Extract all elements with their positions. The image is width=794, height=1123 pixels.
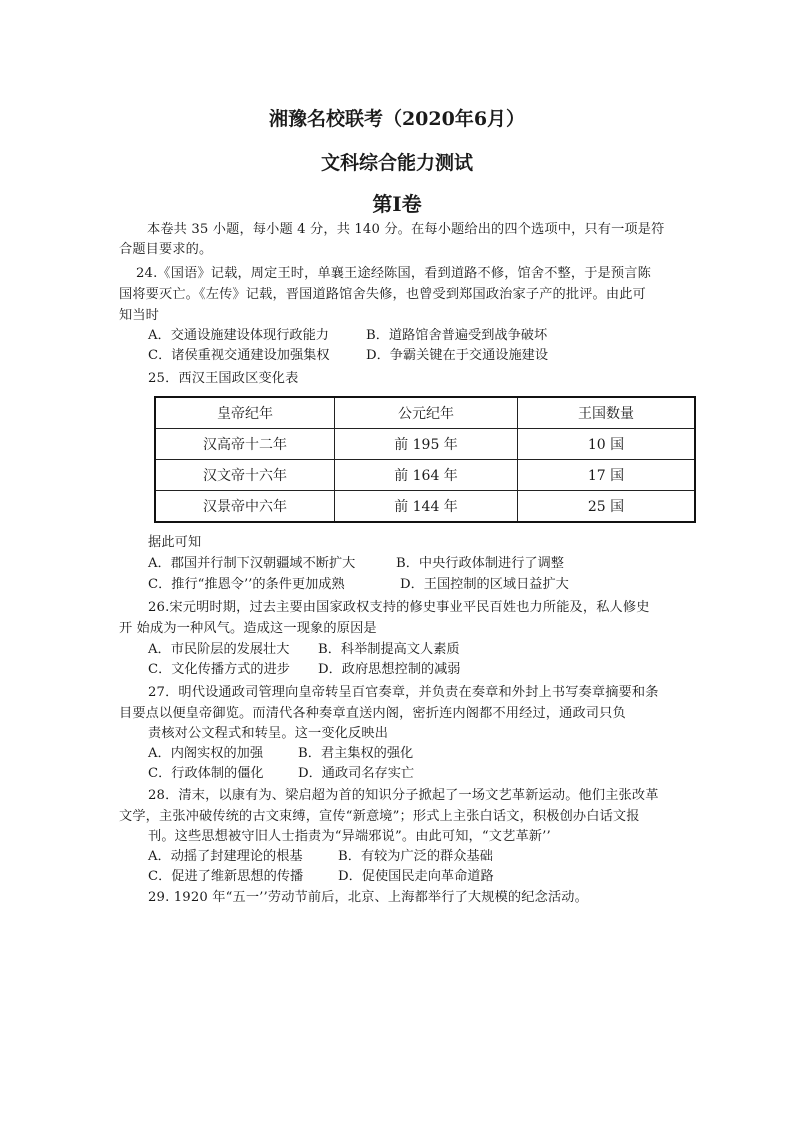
table-header-cell: 皇帝纪年: [155, 397, 335, 429]
q27-stem-line-3: 责核对公文程式和转呈。这一变化反映出: [148, 726, 389, 741]
q25-option-c[interactable]: C．推行“推恩令’’的条件更加成熟: [148, 577, 345, 592]
q24-options-row-2: [148, 346, 548, 366]
table-header-cell: 公元纪年: [335, 397, 518, 429]
q26-options-row-2: [148, 660, 460, 680]
q25-options-row-2: [148, 575, 569, 595]
table-cell: 前 164 年: [335, 460, 518, 491]
table-cell: 汉高帝十二年: [155, 429, 335, 460]
exam-title: 湘豫名校联考（2020年6月）: [268, 108, 526, 130]
q28-options-row-1: [148, 847, 493, 867]
q26-stem-line-2: 开 始成为一种风气。造成这一现象的原因是: [119, 621, 377, 636]
q27-option-d[interactable]: D．通政司名存实亡: [298, 766, 415, 781]
q24-option-b[interactable]: B．道路馆舍普遍受到战争破坏: [366, 328, 548, 343]
table-row: [155, 460, 695, 491]
section-title: 第Ⅰ卷: [372, 192, 422, 216]
table-header-row: [155, 397, 695, 429]
q27-option-b[interactable]: B．君主集权的强化: [298, 746, 414, 761]
table-row: [155, 429, 695, 460]
q25-after: 据此可知: [148, 535, 202, 550]
table-cell: 10 国: [518, 429, 696, 460]
table-header-cell: 王国数量: [518, 397, 696, 429]
q29-stem: 29. 1920 年“五一’’劳动节前后，北京、上海都举行了大规模的纪念活动。: [148, 890, 588, 905]
q26-options-row-1: [148, 640, 460, 660]
table-cell: 前 195 年: [335, 429, 518, 460]
q24-option-c[interactable]: C．诸侯重视交通建设加强集权: [148, 348, 330, 363]
q27-stem-line-1: 27．明代设通政司管理向皇帝转呈百官奏章，并负责在奏章和外封上书写奏章摘要和条: [148, 685, 659, 700]
q25-option-d[interactable]: D．王国控制的区域日益扩大: [400, 577, 569, 592]
q27-stem-line-2: 目要点以便皇帝御览。而清代各种奏章直送内阁，密折连内阁都不用经过，通政司只负: [119, 706, 626, 721]
q28-options-row-2: [148, 867, 494, 887]
q28-stem-line-2: 文学，主张冲破传统的古文束缚，宣传“新意境”；形式上主张白话文，积极创办白话文报: [119, 809, 640, 824]
q25-options-row-1: [148, 554, 564, 574]
q26-stem-line-1: 26.宋元明时期，过去主要由国家政权支持的修史事业平民百姓也力所能及，私人修史: [148, 600, 650, 615]
table-cell: 汉景帝中六年: [155, 491, 335, 523]
q28-option-c[interactable]: C．促进了维新思想的传播: [148, 869, 304, 884]
q26-option-b[interactable]: B．科举制提高文人素质: [318, 642, 460, 657]
q24-stem-line-1: 24.《国语》记载，周定王时，单襄王途经陈国，看到道路不修，馆舍不整，于是预言陈: [136, 266, 651, 281]
q24-stem-line-3: 知当时: [119, 308, 160, 323]
table-row: [155, 491, 695, 523]
table-cell: 25 国: [518, 491, 696, 523]
instructions-line-1: 本卷共 35 小题，每小题 4 分，共 140 分。在每小题给出的四个选项中，只有一项是符: [147, 222, 665, 237]
q28-stem-line-1: 28．清末，以康有为、梁启超为首的知识分子掀起了一场文艺革新运动。他们主张改革: [148, 788, 659, 803]
q28-stem-line-3: 刊。这些思想被守旧人士指责为“异端邪说”。由此可知，“文艺革新’’: [148, 829, 551, 844]
q24-stem-line-2: 国将要灭亡。《左传》记载，晋国道路馆舍失修，也曾受到郑国政治家子产的批评。由此可: [119, 287, 646, 302]
q25-stem: 25．西汉王国政区变化表: [148, 371, 299, 386]
table-cell: 前 144 年: [335, 491, 518, 523]
q24-option-d[interactable]: D．争霸关键在于交通设施建设: [366, 348, 549, 363]
q27-option-c[interactable]: C．行政体制的僵化: [148, 766, 264, 781]
instructions-line-2: 合题目要求的。: [119, 242, 213, 257]
exam-subtitle: 文科综合能力测试: [320, 152, 473, 174]
table-cell: 汉文帝十六年: [155, 460, 335, 491]
q27-options-row-1: [148, 744, 413, 764]
q28-option-b[interactable]: B．有较为广泛的群众基础: [338, 849, 493, 864]
q26-option-a[interactable]: A．市民阶层的发展壮大: [148, 642, 290, 657]
table-cell: 17 国: [518, 460, 696, 491]
q25-option-a[interactable]: A．郡国并行制下汉朝疆域不断扩大: [148, 556, 356, 571]
q28-option-a[interactable]: A．动摇了封建理论的根基: [148, 849, 303, 864]
q26-option-d[interactable]: D．政府思想控制的减弱: [318, 662, 461, 677]
q28-option-d[interactable]: D．促使国民走向革命道路: [338, 869, 494, 884]
q26-option-c[interactable]: C．文化传播方式的进步: [148, 662, 290, 677]
q24-options-row-1: [148, 326, 547, 346]
kingdom-change-table: [154, 396, 696, 523]
q27-option-a[interactable]: A．内阁实权的加强: [148, 746, 264, 761]
q25-option-b[interactable]: B．中央行政体制进行了调整: [396, 556, 564, 571]
q27-options-row-2: [148, 764, 414, 784]
q24-option-a[interactable]: A．交通设施建设体现行政能力: [148, 328, 329, 343]
